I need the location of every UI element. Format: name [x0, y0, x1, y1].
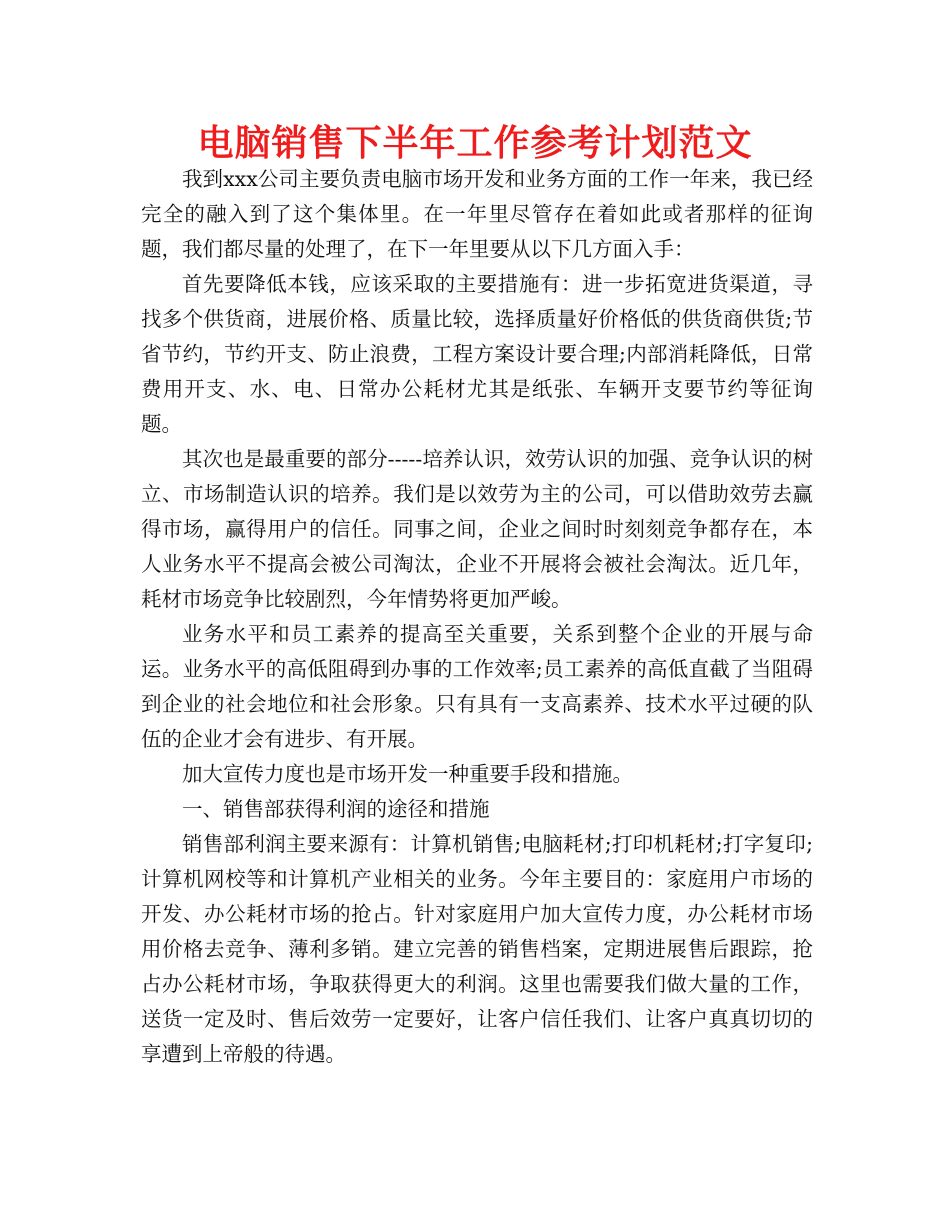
paragraph-profit-sources: 销售部利润主要来源有：计算机销售;电脑耗材;打印机耗材;打字复印;计算机网校等和计算机产业相关的业务。今年主要目的：家庭用户市场的开发、办公耗材市场的抢占。针对家庭用户加大宣传力度，办公耗材市场用价格去竞争、薄利多销。建立完善的销售档案，定期进展售后跟踪，抢占办公耗材市场，争取获得更大的利润。这里也需要我们做大量的工作，送货一定及时、售后效劳一定要好，让客户信任我们、让客户真真切切的享遭到上帝般的待遇。	[141, 832, 813, 1066]
paragraph-cost-reduction: 首先要降低本钱，应该采取的主要措施有：进一步拓宽进货渠道，寻找多个供货商，进展价格、质量比较，选择质量好价格低的供货商供货;节省节约，节约开支、防止浪费，工程方案设计要合理;内部消耗降低，日常费用开支、水、电、日常办公耗材尤其是纸张、车辆开支要节约等征询题。	[141, 272, 813, 436]
paragraph-publicity: 加大宣传力度也是市场开发一种重要手段和措施。	[182, 762, 633, 786]
paragraph-staff-quality: 业务水平和员工素养的提高至关重要，关系到整个企业的开展与命运。业务水平的高低阻碍到办事的工作效率;员工素养的高低直截了当阻碍到企业的社会地位和社会形象。只有具有一支高素养、技术水平过硬的队伍的企业才会有进步、有开展。	[141, 622, 813, 751]
paragraph-intro: 我到xxx公司主要负责电脑市场开发和业务方面的工作一年来，我已经完全的融入到了这个集体里。在一年里尽管存在着如此或者那样的征询题，我们都尽量的处理了，在下一年里要从以下几方面入手：	[141, 167, 813, 261]
paragraph-awareness: 其次也是最重要的部分-----培养认识，效劳认识的加强、竞争认识的树立、市场制造认识的培养。我们是以效劳为主的公司，可以借助效劳去赢得市场，赢得用户的信任。同事之间，企业之间时时刻刻竞争都存在，本人业务水平不提高会被公司淘汰，企业不开展将会被社会淘汰。近几年，耗材市场竞争比较剧烈，今年情势将更加严峻。	[141, 447, 813, 611]
section-heading-profit: 一、销售部获得利润的途径和措施	[182, 797, 490, 821]
document-body	[141, 162, 813, 1072]
document-title: 电脑销售下半年工作参考计划范文	[197, 123, 753, 164]
